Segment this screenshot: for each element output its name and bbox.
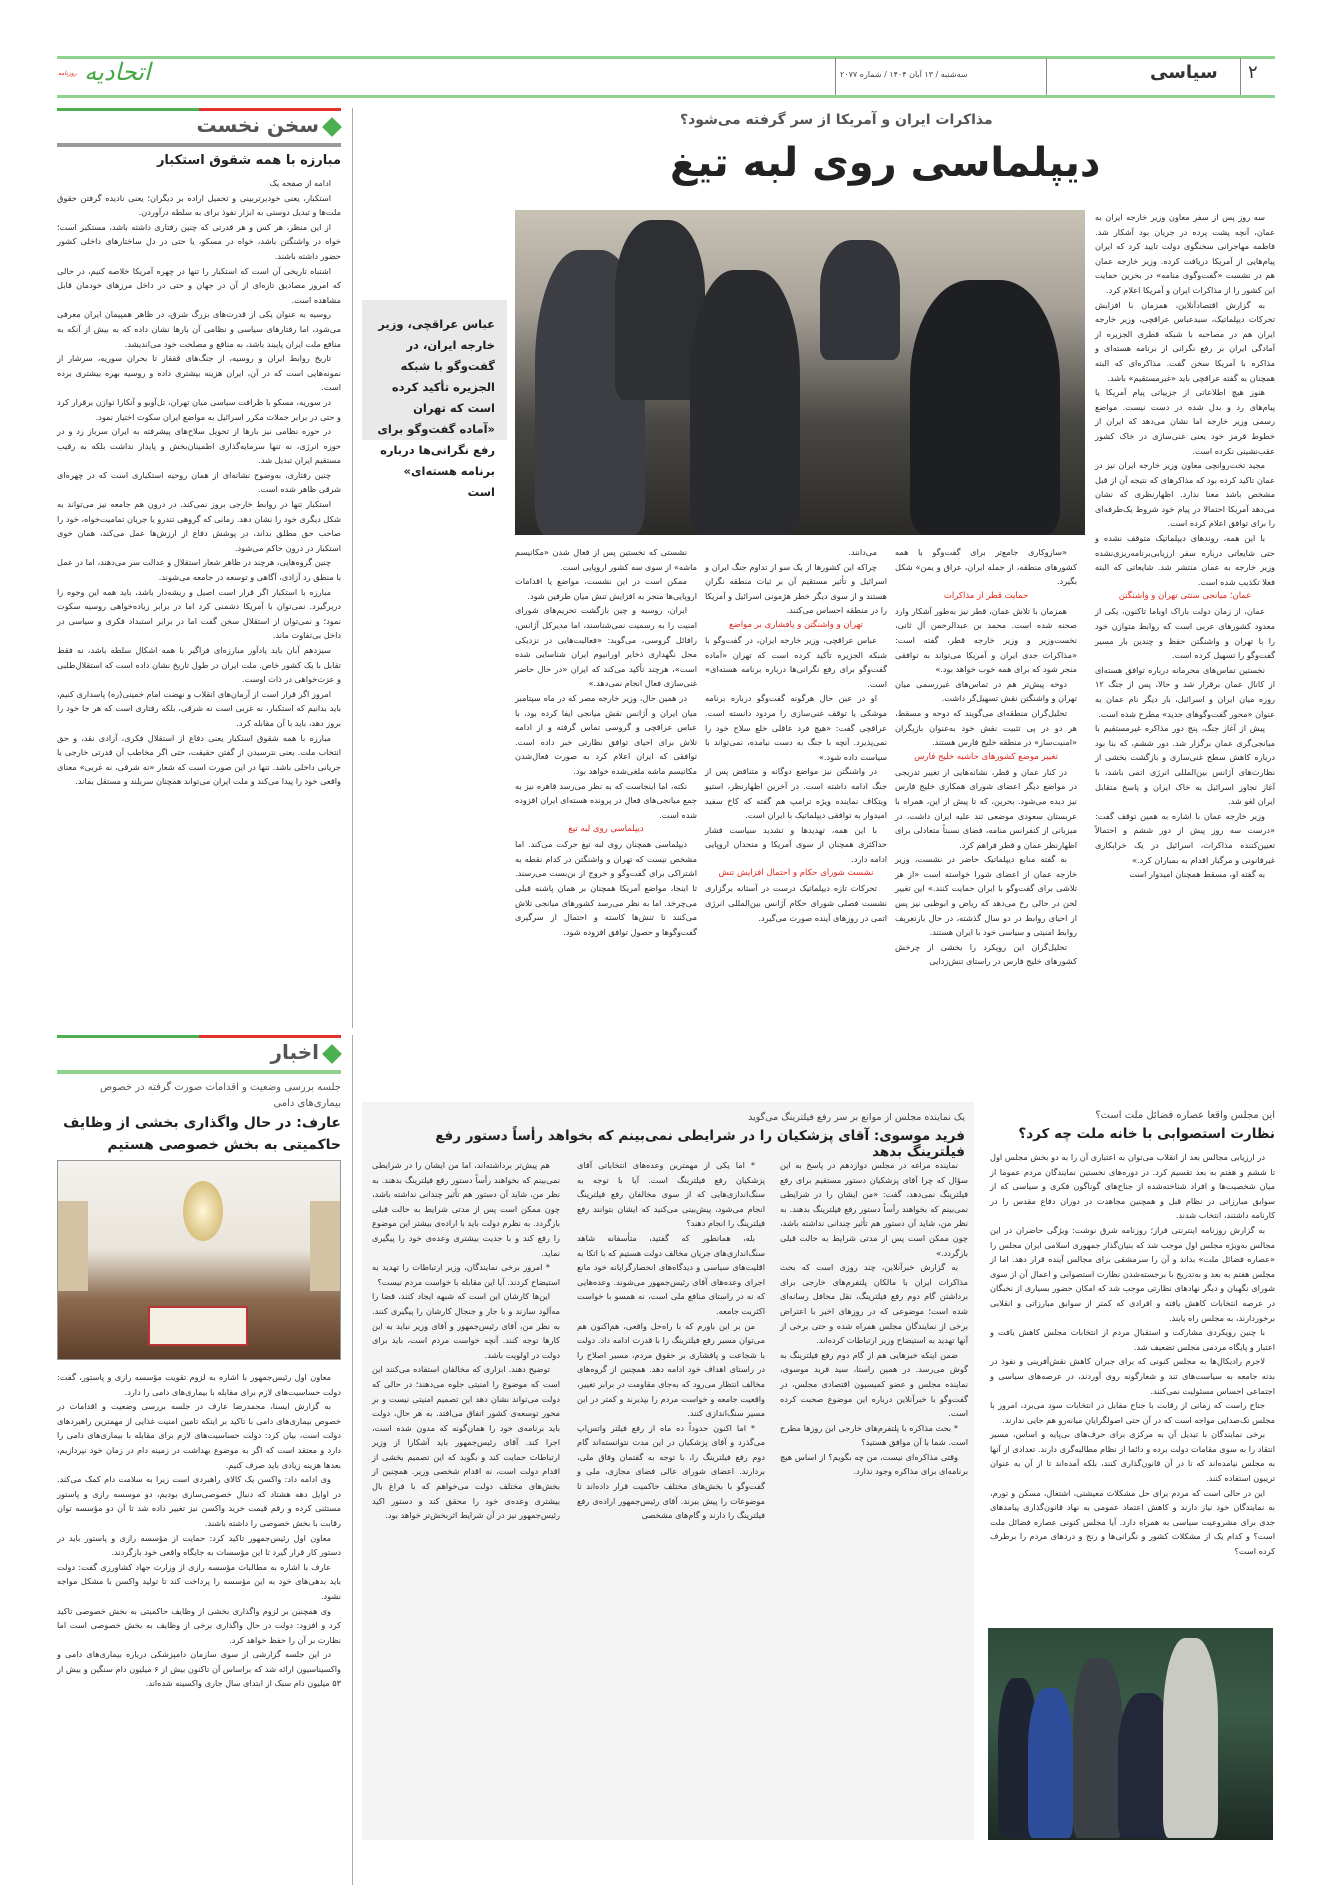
story-paragraph: وزیر خارجه عمان با اشاره به همین توقف گفت: «درست سه روز پیش از دور ششم و احتمالاً تعیین‌کننده مذاکرات، اسرائیل در یک خرابکاری غیرقانونی و مرگبار اقدام به بمباران کرد.» [1095,810,1275,865]
editorial-paragraph: در حوزه نظامی نیز بارها از تحویل سلاح‌های پیشرفته به ایران سرباز زد و در حوزه انرژی، نه تنها سرمایه‌گذاری اطمینان‌بخش و پایدار نداشت بلکه به رقیب مستقیم ایران تبدیل شد. [57,426,341,466]
interview-paragraph: نماینده مراغه در مجلس دوازدهم در پاسخ به این سؤال که چرا آقای پزشکیان دستور مستقیم برای رفع فیلترینگ نمی‌دهد، گفت: «من ایشان را در شرایطی نمی‌بینم که بخواهند رأساً دستور رفع فیلترینگ بدهند. به نظر من، شاید آن دستور هم تأثیر چندانی نداشته باشد، چون ممکن است پس از مدتی شرایط به حالت قبلی بازگردد.» [780,1160,968,1258]
masthead-separator [1240,58,1241,96]
interview-paragraph: ضمن اینکه خبرهایی هم از گام دوم رفع فیلترینگ به گوش می‌رسد. در همین راستا، سید فرید موسوی، نماینده مجلس و عضو کمیسیون اقتصادی مجلس، در گفت‌وگو با خبرآنلاین درباره این موضوع صحبت کرده است. [780,1349,968,1419]
news-paragraph: عارف با اشاره به مطالبات مؤسسه رازی از وزارت جهاد کشاورزی گفت: دولت باید بدهی‌های خود به این مؤسسه را پرداخت کند تا تولید واکسن با مشکل مواجه نشود. [57,1561,341,1601]
chandelier [183,1181,223,1241]
story-paragraph: «سازوکاری جامع‌تر برای گفت‌وگو با همه کشورهای منطقه، از جمله ایران، عراق و یمن» شکل بگیرد. [895,547,1077,587]
curtain-right [310,1201,340,1291]
story-paragraph: دیپلماسی همچنان روی لبه تیغ حرکت می‌کند. اما مشخص نیست که تهران و واشنگتن در کدام نقطه به اشتراکی برای گفت‌وگو و خروج از بن‌بست می‌رسند. تا اینجا، مواضع آمریکا همچنان بر همان پاشنه قبلی می‌چرخد. اما به نظر می‌رسد کشورهای میانجی تلاش می‌کنند تا تنش‌ها کاسته و احتمال از سرگیری گفت‌وگوها و حصول توافق افزوده شود. [515,839,697,937]
parliament-title: نظارت استصوابی با خانه ملت چه کرد؟ [1018,1126,1275,1142]
editorial-paragraph: امروز اگر قرار است از آرمان‌های انقلاب و نهضت امام خمینی(ره) پاسداری کنیم، باید بدانیم که استکبار، نه غربی است نه شرقی، بلکه رفتاری است که هر جا خود را بروز دهد، باید با آن مقابله کرد. [57,688,341,728]
story-paragraph: با این همه، روندهای دیپلماتیک متوقف نشده و حتی شایعاتی درباره سفر ارزیابی‌برنامه‌ریزی‌نشده وزیر خارجه به عمان منتشر شد. شایعاتی که البته فعلا تکذیب شده است. [1095,533,1275,587]
story-paragraph: عباس عراقچی، وزیر خارجه ایران، در گفت‌وگو با شبکه الجزیره تأکید کرده است که تهران «آماده گفت‌وگو برای رفع نگرانی‌ها درباره برنامه هسته‌ای» است. [705,634,887,689]
editorial-paragraph: در سوریه، مسکو با ظرافت سیاسی میان تهران، تل‌آویو و آنکارا توازن برقرار کرد و حتی در برابر حملات مکرر اسرائیل به مواضع ایران سکوت اختیار نمود. [57,396,341,422]
parliament-paragraph: برخی نمایندگان با تبدیل آن به مرکزی برای حرف‌های بی‌پایه و اساس، مسیر انتقاد را به سوی مقامات دولت برده و دائما از نظام مطالبه‌گری دارند. تعدادی از آنها به مجلس نیامده‌اند که تا در آن قانون‌گذاری کنند، بلکه آمده‌اند تا از آن به عنوان تریبون استفاده کنند. [990,1429,1275,1484]
interview-paragraph: بله، همانطور که گفتید، متأسفانه شاهد سنگ‌اندازی‌های جریان مخالف دولت هستیم که با اتکا به اقلیت‌های سیاسی و دیدگاه‌های انحصارگرایانه خود مانع اجرای وعده‌های آقای رئیس‌جمهور می‌شوند. وعده‌هایی که نه در راستای منافع ملی است، نه همسو با خواست اکثریت جامعه. [577,1232,765,1316]
newspaper-logo [58,58,151,86]
figure-person [910,280,1060,535]
subhead-tehran-washington: تهران و واشنگتن و پافشاری بر مواضع [729,619,863,630]
parliament-kicker: این مجلس واقعا عصاره فضائل ملت است؟ [1095,1110,1275,1121]
story-paragraph: عمان، از زمان دولت باراک اوباما تاکنون، یکی از معدود کشورهای عربی است که روابط متوازن خود را با تهران و واشنگتن حفظ و چندین بار مسیر گفت‌وگو را تسهیل کرده است. [1095,606,1275,661]
interview-question: * امروز برخی نمایندگان، وزیر ارتباطات را تهدید به استیضاح کردند. آیا این مقابله با خواست مردم نیست؟ [372,1262,560,1287]
story-paragraph: به گزارش اقتصادآنلاین، همزمان با افزایش تحرکات دیپلماتیک، سیدعباس عراقچی، وزیر خارجه ایران هم در مصاحبه با شبکه قطری الجزیره از آمادگی ایران بر رفع نگرانی از برنامه هسته‌ای و مذاکره با آمریکا سخن گفت. مذاکره‌ای که البته همچنان به گفته عراقچی باید «غیرمستقیم» باشد. [1095,299,1275,383]
parliament-paragraph: با چنین رویکردی مشارکت و استقبال مردم از انتخابات مجلس کاهش یافت و اعتبار و پایگاه مردمی مجلس تضعیف شد. [990,1327,1275,1352]
story-paragraph: نکته، اما اینجاست که به نظر می‌رسد قاهره نیز به جمع میانجی‌های فعال در پرونده هسته‌ای ایران افزوده شده است. [515,780,697,820]
story-paragraph: در واشنگتن نیز مواضع دوگانه و متناقض پس از جنگ ادامه داشته است. در آخرین اظهارنظر، استیو ویتکاف نماینده ویژه ترامپ هم گفته که کاخ سفید امیدوار به توافقی دیپلماتیک با ایران است. [705,766,887,821]
editorial-red-bar [199,108,341,111]
diamond-icon [322,1044,342,1064]
figure-person [690,270,800,535]
news-green-bar [57,1035,199,1038]
main-story-edge-column [515,545,697,939]
main-story-qatar-column [895,545,1077,969]
editorial-paragraph: ادامه از صفحه یک [269,178,331,188]
editorial-paragraph: سیزدهم آبان باید یادآور مبارزه‌ای فراگیر با همه اشکال سلطه باشد، نه فقط تقابل با یک کشور خاص. ملت ایران در طول تاریخ نشان داده است که استقلال‌طلبی و عزت‌خواهی در ذات اوست. [57,645,341,685]
interview-title: فرید موسوی: آقای پزشکیان را در شرایطی نمی‌بینم که بخواهد رأساً دستور رفع فیلترینگ بدهد [435,1128,965,1160]
news-paragraph: وی همچنین بر لزوم واگذاری بخشی از وظایف حاکمیتی به بخش خصوصی تاکید کرد و افزود: دولت در حال واگذاری برخی از وظایف به بخش خصوصی است اما نظارت بر آن را حفظ خواهد کرد. [57,1605,341,1645]
masthead-separator [835,58,836,96]
interview-paragraph: این‌ها کارشان این است که شبهه ایجاد کنند، قضا را مه‌آلود سازند و با جار و جنجال کارشان را پیگیری کنند. به نظر من، آقای رئیس‌جمهور و آقای وزیر نباید به این کارها توجه کنند. آنچه خواست مردم است، باید برای دولت در اولویت باشد. [372,1291,560,1360]
editorial-paragraph: مبارزه با استکبار اگر قرار است اصیل و ریشه‌دار باشد، باید همه این وجوه را دربرگیرد. نمی‌توان با آمریکا دشمنی کرد اما در برابر زیاده‌خواهی روسیه سکوت نمود؛ و نمی‌توان از استقلال سخن گفت اما در برابر استبداد فکری و سیاسی در داخل بی‌تفاوت ماند. [57,586,341,641]
column-divider [352,108,353,1028]
parliament-body [990,1150,1275,1559]
story-paragraph: ممکن است در این نشست، مواضع یا اقدامات اروپایی‌ها منجر به افزایش تنش میان طرفین شود. [515,576,697,601]
story-paragraph: دوحه پیش‌تر هم در تماس‌های غیررسمی میان تهران و واشنگتن نقش تسهیل‌گر داشت. [895,678,1077,704]
editorial-paragraph: استکبار تنها در روابط خارجی بروز نمی‌کند. در درون هم جامعه نیز می‌تواند به شکل دیگری خود را نشان دهد. زمانی که گروهی تندرو یا جریان تمامیت‌خواه، خود را صاحب حق مطلق بداند، در پوشش دفاع از ارزش‌ها عمل می‌کند، همان خوی استکبار در درون حاکم می‌شود. [57,499,341,553]
editorial-section-head: سخن نخست [197,113,340,137]
subhead-board: نشست شورای حکام و احتمال افزایش تنش [718,868,874,879]
story-paragraph: نخستین تماس‌های محرمانه درباره توافق هسته‌ای از کانال عمان برقرار شد و حالا، پس از جنگ ۱۲ روزه میان ایران و اسرائیل، بار دیگر نام عمان به عنوان «محور گفت‌وگوهای جدید» مطرح شده است. [1095,664,1275,719]
story-paragraph: به گفته او، مسقط همچنان امیدوار است [1129,869,1265,880]
figure-person [1028,1688,1073,1838]
story-paragraph: هنوز هیچ اطلاعاتی از جزییاتی پیام آمریکا یا پیام‌های رد و بدل شده در دست نیست. مواضع رسمی وزیر خارجه اما نشان می‌دهد که ایران از خطوط قرمز خود یعنی غنی‌سازی در خاک کشور عقب‌نشینی نکرده است. [1095,387,1275,456]
subhead-edge: دیپلماسی روی لبه تیغ [568,824,644,835]
parliament-photo [988,1628,1273,1840]
editorial-paragraph: تاریخ روابط ایران و روسیه، از جنگ‌های قفقاز تا بحران سوریه، سرشار از نمونه‌هایی است که در آن، ایران هزینه بیشتری داده و روسیه بهره بیشتری برده است. [57,353,341,393]
story-paragraph: تحلیل‌گران منطقه‌ای می‌گویند که دوحه و مسقط، هر دو در پی تثبیت نقش خود به‌عنوان بازیگران «امنیت‌ساز» در منطقه خلیج فارس هستند. [895,707,1077,748]
news-title: عارف: در حال واگذاری بخشی از وظایف حاکمیتی به بخش خصوصی هستیم [63,1115,341,1153]
story-paragraph: تحلیل‌گران این رویکرد را بخشی از چرخش کشورهای خلیج فارس در راستای تنش‌زدایی [895,941,1077,967]
editorial-green-bar [57,108,199,111]
masthead-bottom-rule [57,95,1275,98]
news-kicker: جلسه بررسی وضعیت و اقدامات صورت گرفته در خصوص بیماری‌های دامی [100,1082,341,1109]
logo-text: اتحادیه [84,58,151,86]
interview-paragraph: من بر این باورم که با راه‌حل واقعی، هم‌اکنون هم می‌توان مسیر رفع فیلترینگ را با قدرت ادامه داد. دولت با شجاعت و پافشاری بر حقوق مردم، مسیر اصلاح را در راستای اهداف خود ادامه دهد. همچنین از گروه‌های مخالف انتظار می‌رود که به‌جای مقاومت در برابر تغییر، واقعیت جامعه و خواست مردم را بپذیرند و کمتر در این مسیر سنگ‌اندازی کنند. [577,1320,765,1419]
interview-kicker: یک نماینده مجلس از موانع بر سر رفع فیلترینگ می‌گوید [748,1112,965,1123]
interview-paragraph: وقتی مذاکره‌ای نیست، من چه بگویم؟ از اساس هیچ برنامه‌ای برای مذاکره وجود ندارد. [780,1451,968,1477]
interview-paragraph: به گزارش خبرآنلاین، چند روزی است که بحث مذاکرات ایران با مالکان پلتفرم‌های خارجی برای برداشتن گام دوم رفع فیلترینگ، نقل محافل رسانه‌ای شده است؛ موضوعی که در روزهای اخیر با اعتراض برخی از نمایندگان مجلس همراه شده و حتی برخی از آنها تهدید به استیضاح وزیر ارتباطات کرده‌اند. [780,1262,968,1346]
interview-question: * بحث مذاکره با پلتفرم‌های خارجی این روزها مطرح است. شما با آن موافق هستید؟ [780,1422,968,1448]
interview-column-2 [577,1158,765,1523]
masthead-top-rule [57,56,1275,59]
logo-small-text: روزنامه [58,70,77,77]
parliament-paragraph: این در حالی است که مردم برای حل مشکلات معیشتی، اشتغال، مسکن و تورم، به نمایندگان خود نیاز دارند و کاهش اعتماد عمومی به نهاد قانون‌گذاری پیامدهای جدی برای مشروعیت سیاسی به همراه دارد. آیا مجلس کنونی عصاره فضائل ملت است؟ و کدام یک از مشکلات کشور و نگرانی‌ها و رنج و دردهای مردم را برطرف کرده است؟ [990,1487,1275,1557]
story-paragraph: همزمان با تلاش عمان، قطر نیز به‌طور آشکار وارد صحنه شده است. محمد بن عبدالرحمن آل ثانی، نخست‌وزیر و وزیر خارجه قطر، گفته است: «مذاکرات جدی ایران و آمریکا می‌تواند به توافقی منجر شود که برای همه خوب خواهد بود.» [895,605,1077,675]
main-story-photo [515,210,1085,535]
story-paragraph: سه روز پس از سفر معاون وزیر خارجه ایران به عمان، آنچه پشت پرده در جریان بود آشکار شد. فاطمه مهاجرانی سخنگوی دولت تایید کرد که ایران پیام‌هایی از آمریکا دریافت کرده. وزیر خارجه عمان هم در نشست «گفت‌وگوی منامه» در بحرین حمایت این کشور را از مذاکرات ایران و آمریکا اعلام کرد. [1095,212,1275,295]
news-section-head: اخبار [271,1040,339,1064]
interview-column-1 [780,1158,968,1479]
editorial-paragraph: از این منظر، هر کس و هر قدرتی که چنین رفتاری داشته باشد، مستکبر است؛ خواه در واشنگتن باشد، خواه در مسکو، یا حتی در دل ساختارهای داخلی کشور حضور داشته باشند. [57,221,341,261]
subhead-oman: عمان؛ میانجی سنتی تهران و واشنگتن [1118,591,1252,602]
editorial-title: مبارزه با همه شقوق استکبار [156,153,341,168]
news-body [57,1370,341,1691]
editorial-paragraph: چنین گروه‌هایی، هرچند در ظاهر شعار استقلال و عدالت سر می‌دهند، اما در عمل با منطق رد آزادی، آگاهی و توسعه در جامعه می‌شوند. [57,557,341,583]
main-story-title: دیپلماسی روی لبه تیغ [670,140,1101,186]
figure-cleric [1163,1638,1218,1838]
story-paragraph: با این همه، تهدیدها و تشدید سیاست فشار حداکثری همچنان از سوی آمریکا و متحدان اروپایی ادامه دارد. [705,824,887,864]
news-paragraph: در این جلسه گزارشی از سوی سازمان دامپزشکی درباره بیماری‌های دامی و واکسیناسیون ارائه شد که براساس آن تاکنون بیش از ۶ میلیون دام سنگین و بیش از ۵۳ میلیون دام سبک از ابتدای سال جاری واکسینه شده‌اند. [57,1649,341,1689]
news-red-bar [199,1035,341,1038]
figure-person [820,240,900,360]
section-name: سیاسی [1150,62,1218,83]
main-story-tehran-column [705,545,887,925]
calligraphy-panel [148,1306,248,1346]
story-paragraph: ایران، روسیه و چین بازگشت تحریم‌های شورای امنیت را به رسمیت نمی‌شناسند، اما مدیرکل آژانس، رافائل گروسی، می‌گوید: «فعالیت‌هایی در نزدیکی محل نگهداری ذخایر اورانیوم ایران شناسایی شده است»، هرچند تأکید می‌کند که ایران «در حال حاضر غنی‌سازی فعال انجام نمی‌دهد.» [515,605,697,689]
interview-question: * اما یکی از مهمترین وعده‌های انتخاباتی آقای پزشکیان رفع فیلترینگ است. آیا با توجه به سنگ‌اندازی‌هایی که از سوی مخالفان رفع فیلترینگ انجام می‌شود، پیش‌بینی می‌کنید که ایشان بتوانند رفع فیلترینگ را انجام دهند؟ [577,1160,765,1229]
news-paragraph: به گزارش ایسنا، محمدرضا عارف در جلسه بررسی وضعیت و اقدامات در خصوص بیماری‌های دامی با تاکید بر اینکه تامین امنیت غذایی از مهمترین راهبردهای دولت است، بیان کرد: دولت حساسیت‌های لازم برای مقابله با بیماری‌های دامی را دارد و معتقد است که اگر به موضوع بهداشت در زمینه دام در زمان خود نپردازیم، بعدها هزینه زیادی باید صرف کنیم. [57,1401,341,1470]
story-paragraph: در همین حال، وزیر خارجه مصر که در ماه سپتامبر میان ایران و آژانس نقش میانجی ایفا کرده بود، با عباس عراقچی و گروسی تماس گرفته و از ادامه تلاش برای احیای توافق نظارتی خبر داده است. توافقی که ایران اعلام کرد به صورت فعال‌شدن مکانیسم ماشه ملغی‌شده خواهد بود. [515,692,697,776]
photo-caption: عباس عراقچی، وزیر خارجه ایران، در گفت‌وگو با شبکه الجزیره تأکید کرده است که تهران «آماده گفت‌وگو برای رفع نگرانی‌ها درباره برنامه هسته‌ای» است [362,300,507,440]
main-story-lead-column [1095,210,1275,882]
story-paragraph: نشستی که نخستین پس از فعال شدن «مکانیسم ماشه» از سوی سه کشور اروپایی است. [515,547,697,572]
diamond-icon [322,117,342,137]
page-number: ۲ [1248,62,1258,83]
story-paragraph: تحرکات تازه دیپلماتیک درست در آستانه برگزاری نشست فصلی شورای حکام آژانس بین‌المللی انرژی اتمی در روزهای آینده صورت می‌گیرد. [705,883,887,923]
news-photo-meeting [57,1160,341,1360]
main-story-kicker: مذاکرات ایران و آمریکا از سر گرفته می‌شود؟ [680,112,993,128]
column-divider [352,1035,353,1885]
parliament-paragraph: جناح راست که زمانی از رقابت با جناح مقابل در انتخابات سود می‌برد، امروز با مجلس تک‌صدایی مواجه است که در آن حتی اصولگرایان میانه‌رو هم جایی ندارند. [990,1400,1275,1425]
story-paragraph: چراکه این کشورها از یک سو از تداوم جنگ ایران و اسرائیل و تأثیر مستقیم آن بر ثبات منطقه نگران هستند و از سوی دیگر خطر هژمونی اسرائیل و آمریکا را در منطقه احساس می‌کنند. [705,561,887,616]
subhead-qatar: حمایت قطر از مذاکرات [943,590,1029,601]
interview-paragraph: توضیح دهند. ابزاری که مخالفان استفاده می‌کنند این است که موضوع را امنیتی جلوه می‌دهند؛ در حالی که دولت می‌تواند نشان دهد این تصمیم امنیتی نیست و بر محور توسعه‌ی کشور اتفاق می‌افتد. به هر حال، دولت باید برنامه‌ی خود را همان‌گونه که مدون شده است، اجرا کند. آقای رئیس‌جمهور باید آشکارا از وزیر ارتباطات حمایت کند و بگوید که این تصمیم بخشی از اقدام دولت است، نه اقدام شخصی وزیر. همچنین از بخش‌های مختلف دولت می‌خواهم که با فراغ بال بیشتری وعده‌ی خود را محقق کند و دستور اکید رئیس‌جمهور نیز در آن شرایط اثربخش‌تر خواهد بود. [372,1364,560,1521]
editorial-paragraph: چنین رفتاری، به‌وضوح نشانه‌ای از همان روحیه استکباری است که در چهره‌ای شرقی ظاهر شده است. [57,469,341,495]
news-paragraph: معاون اول رئیس‌جمهور تاکید کرد: حمایت از مؤسسه رازی و پاستور باید در دستور کار قرار گیرد تا این مؤسسات به جایگاه واقعی خود بازگردند. [57,1532,341,1558]
masthead-separator [1046,58,1047,96]
figure-person [1073,1658,1123,1838]
interview-question: * اما اکنون حدوداً ده ماه از رفع فیلتر واتس‌اپ می‌گذرد و آقای پزشکیان در این مدت نتوانسته‌اند گام دوم رفع فیلترینگ را، با توجه به گفتمان وفاق ملی، بردارند. اعضای شورای عالی فضای مجازی، ملی و گفت‌وگو با بخش‌های مختلف حاکمیت قرار داده‌اند تا موضوعات را پیش ببرند. آقای رئیس‌جمهور اراده‌ی رفع فیلترینگ را دارند و گام‌های مشخصی [577,1422,765,1521]
story-paragraph: او در عین حال هرگونه گفت‌وگو درباره برنامه موشکی یا توقف غنی‌سازی را مردود دانسته است. عراقچی گفت: «هیچ فرد عاقلی خلع سلاح خود را نمی‌پذیرد. آنچه با جنگ به دست نیامده، نمی‌تواند با سیاست داده شود.» [705,693,887,762]
parliament-paragraph: به گزارش روزنامه اینترنتی فراز؛ روزنامه شرق نوشت: ویژگی حاضران در این مجالس به‌ویژه مجلس اول موجب شد که بنیان‌گذار جمهوری اسلامی ایران مجلس را «عصاره فضائل ملت» بداند و آن را سرمشقی برای مجالس آینده قرار دهد. اما از مجلس هفتم به بعد و به‌تدریج با برجسته‌شدن نظارت استصوابی و اعمال آن از سوی شورای نگهبان و دیگر نهادهای نظارتی موجب شد که امکان حضور بسیاری از نخبگان در عرصه انتخابات کاهش یافته و افرادی که کمتر از سوابق مبارزاتی و انقلابی برخوردارند، به مجلس راه یابند. [990,1224,1275,1323]
interview-paragraph: هم پیش‌تر برداشته‌اند، اما من ایشان را در شرایطی نمی‌بینم که بخواهند رأساً دستور رفع فیلترینگ بدهند. به نظر من، شاید آن دستور هم تأثیر چندانی نداشته باشد، چون ممکن است پس از مدتی شرایط به حالت قبلی بازگردد. به نظرم دولت باید با اراده‌ی بیشتر این موضوع را رفع کند و با جدیت بیشتری وعده‌ی خود را پیگیری نماید. [372,1160,560,1258]
editorial-body [57,176,341,789]
story-paragraph: می‌دانند. [848,547,877,557]
editorial-paragraph: اشتباه تاریخی آن است که استکبار را تنها در چهره آمریکا خلاصه کنیم، در حالی که امروز مصادیق تازه‌ای از آن در جهان و حتی در داخل مرزهای خودمان قابل مشاهده است. [57,265,341,305]
interview-column-3 [372,1158,560,1523]
story-paragraph: مجید تخت‌روانچی معاون وزیر خارجه ایران نیز در عمان تاکید کرده بود که مذاکرهای که نتیجه آن از قبل مشخص باشد معنا ندارد. اظهارنظری که نشان می‌دهد آمریکا احتمالا در پیام خود شروط یک‌طرفه‌ای را برای توافق اعلام کرده است. [1095,460,1275,529]
editorial-paragraph: استکبار، یعنی خودبرتربینی و تحمیل اراده بر دیگران؛ یعنی نادیده گرفتن حقوق ملت‌ها و تبدیل دوستی به ابزار نفوذ برای به سلطه درآوردن. [57,192,341,218]
parliament-paragraph: در ارزیابی مجالس بعد از انقلاب می‌توان به اعتباری آن را به دو بخش مجلس اول تا ششم و هفتم به بعد تقسیم کرد. در دوره‌های نخستین نمایندگان مردم عموما از میان شخصیت‌ها و افراد شناخته‌شده از جناح‌های گوناگون فکری و سیاسی که از سوابق مبارزاتی در نظام قبل و همچنین مجاهدت در دوران دفاع مقدس را در کارنامه داشتند، انتخاب شدند. [990,1152,1275,1221]
news-paragraph: معاون اول رئیس‌جمهور با اشاره به لزوم تقویت مؤسسه رازی و پاستور، گفت: دولت حساسیت‌های لازم برای مقابله با بیماری‌های دامی را دارد. [57,1372,341,1397]
subhead-gulf: تغییر موضع کشورهای حاشیه خلیج فارس [914,751,1058,762]
story-paragraph: پیش از آغاز جنگ، پنج دور مذاکره غیرمستقیم با میانجی‌گری عمان برگزار شد. دور ششم، که بنا بود درباره کاهش سطح غنی‌سازی و بازگشت بخشی از نظارت‌های آژانس بین‌المللی انرژی اتمی باشد، با آغاز تجاوز اسرائیل به خاک ایران و پاسخ متقابل ایران لغو شد. [1095,723,1275,807]
news-paragraph: وی ادامه داد: واکسن یک کالای راهبردی است زیرا به سلامت دام کمک می‌کند. در اوایل دهه هشتاد که دنبال خصوصی‌سازی بودیم، دو موسسه رازی و پاستور مستثنی کرده و رقم قیمت خرید واکسن نیز تغییر داده شد تا آن دو مؤسسه توان رقابت با بخش خصوصی را داشته باشند. [57,1474,341,1528]
editorial-paragraph: مبارزه با همه شقوق استکبار یعنی دفاع از استقلال فکری، آزادی نقد، و حق انتخاب ملت. یعنی نترسیدن از گفتن حقیقت، حتی اگر مخاطب آن قدرتی خارجی یا جریانی داخلی باشد. تنها در این صورت است که شعار «نه شرقی، نه غربی» معنای واقعی خود را پیدا می‌کند و ملت ایران می‌تواند همچنان سربلند و مستقل بماند. [57,732,341,787]
editorial-paragraph: روسیه به عنوان یکی از قدرت‌های بزرگ شرق، در ظاهر همپیمان ایران معرفی می‌شود، اما رفتارهای سیاسی و نظامی آن بارها نشان داده که به بیش از آنکه به منافع ملت ایران پایبند باشد، به منافع و مصلحت خود می‌اندیشد. [57,309,341,349]
news-rule [57,1070,341,1074]
parliament-paragraph: لاجرم رادیکال‌ها به مجلس کنونی که برای جبران کاهش نقش‌آفرینی و نفوذ در بدنه جامعه به سیاست‌های تند و شعارگونه روی آوردند، در عرصه‌های سیاسی و اجتماعی احساس مسئولیت نمی‌کنند. [990,1356,1275,1396]
story-paragraph: در کنار عمان و قطر، نشانه‌هایی از تغییر تدریجی در مواضع دیگر اعضای شورای همکاری خلیج فارس نیز دیده می‌شود. بحرین، که تا پیش از این، همراه با عربستان سعودی موضعی تند علیه ایران داشت، در میزبانی از کنفرانس منامه، فضای نسبتاً متعادلی برای اظهارنظر عمان و قطر فراهم کرد. [895,766,1077,850]
story-paragraph: به گفته منابع دیپلماتیک حاضر در نشست، وزیر خارجه عمان از اعضای شورا خواسته است «از هر تلاشی برای گفت‌وگو با ایران حمایت کنند.» این تغییر لحن در حالی رخ می‌دهد که ریاض و ابوظبی نیز پس از احیای روابط در دو سال گذشته، در حال بازتعریف روابط امنیتی و سیاسی خود با ایران هستند. [895,854,1077,938]
issue-info: سه‌شنبه / ۱۳ آبان ۱۴۰۴ / شماره ۲۰۷۷ [840,70,968,79]
editorial-rule [57,143,341,147]
curtain-left [58,1201,88,1291]
